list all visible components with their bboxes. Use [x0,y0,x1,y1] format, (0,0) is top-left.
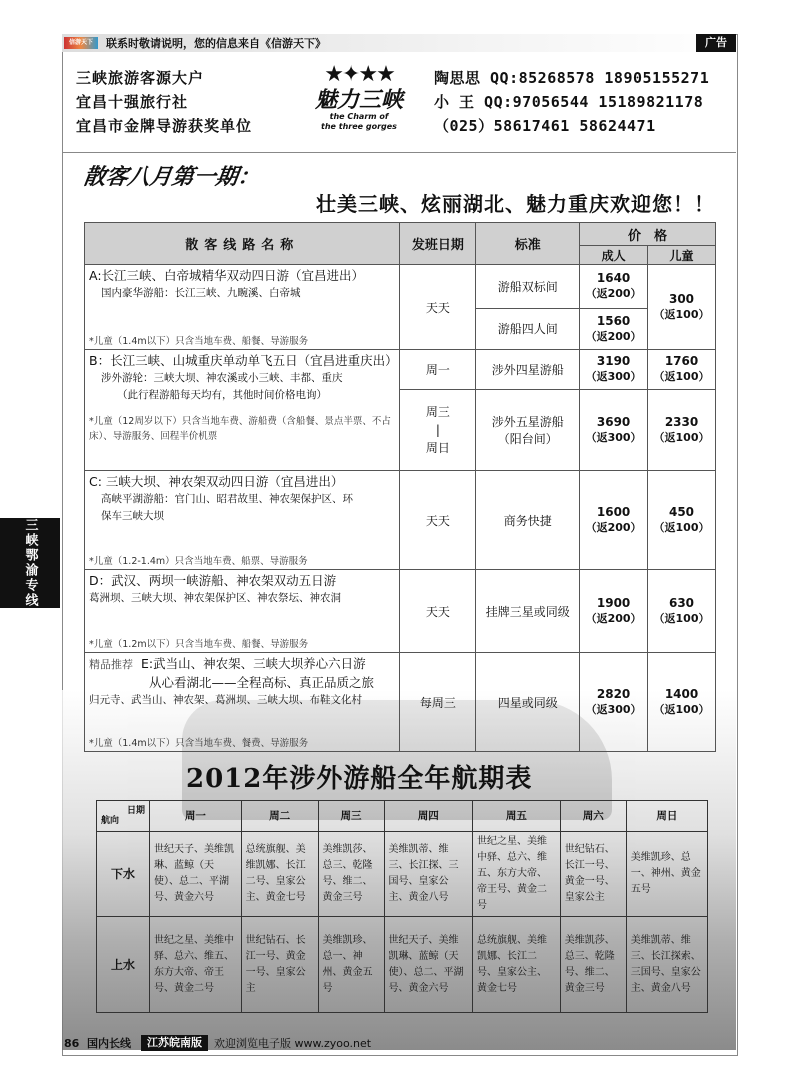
tour-title: 散客八月第一期： [81,165,262,190]
adult-price [580,265,648,309]
route-date: 每周三 [400,653,476,752]
rebate: （返300） [585,370,642,384]
route-std: 四星或同级 [476,653,580,752]
credential-line: 宜昌市金牌导游获奖单位 [76,117,253,135]
corner-date: 日期 [126,806,145,816]
rebate: （返200） [585,521,642,534]
schedule-cell: 美维凯珍、总一、神州、黄金五号 [626,832,707,917]
schedule-cell: 美维凯莎、总三、乾隆号、维二、黄金三号 [318,832,384,917]
route-note: *儿童（1.2m以下）只含当地车费、船餐、导游服务 [89,639,309,650]
route-detail-2: （此行程游船每天均有，其他时间价格电询） [117,389,327,401]
route-name-row [89,655,395,674]
schedule-cell: 世纪天子、美维凯琳、蓝鲸（天使）、总二、平湖号、黄金六号 [150,832,242,917]
route-date: 天天 [400,570,476,653]
contact-line[interactable]: 小 王 QQ:97056544 15189821178 [434,93,704,111]
route-std: 游船四人间 [476,308,580,349]
schedule-cell: 世纪天子、美维凯琳、蓝鲸（天使）、总二、平湖号、黄金六号 [384,917,472,1013]
route-std: 商务快捷 [476,471,580,570]
rebate: （返100） [653,370,710,384]
col-std: 标准 [476,223,580,265]
route-detail: 葛洲坝、三峡大坝、神农架保护区、神农祭坛、神农洞 [89,592,341,604]
route-date: 天天 [400,471,476,570]
schedule-cell: 美维凯莎、总三、乾隆号、维二、黄金三号 [560,917,626,1013]
stars-icon: ★✦★★ [324,62,394,87]
schedule-cell: 世纪钻石、长江一号、黄金一号、皇家公主 [241,917,318,1013]
route-name: A:长江三峡、白帝城精华双动四日游（宜昌进出） [89,268,365,283]
day-header: 周四 [384,801,472,832]
route-date [400,389,476,470]
price-value: 2820 [596,687,631,701]
adult-price [580,471,648,570]
route-slogan: 从心看湖北——全程高标、真正品质之旅 [149,675,375,690]
price-value: 1560 [596,313,631,328]
logo-brand: 魅力三峡 [314,88,403,113]
price-value: 300 [668,292,695,306]
route-name: E:武当山、神农架、三峡大坝养心六日游 [140,656,366,671]
edition-badge: 江苏皖南版 [141,1035,208,1051]
table-row [97,801,708,832]
table-row [85,471,716,570]
rebate: （返300） [585,430,642,444]
std-line: 涉外五星游船 [491,414,564,429]
price-value: 1760 [664,354,699,369]
rebate: （返100） [653,612,710,625]
contact-line[interactable]: （025）58617461 58624471 [434,117,656,135]
direction-down: 下水 [97,832,150,917]
rebate: （返200） [585,612,642,625]
col-adult: 成人 [580,246,648,265]
col-child: 儿童 [648,246,716,265]
route-d [85,570,400,653]
credential-line: 宜昌十强旅行社 [76,93,189,111]
direction-up: 上水 [97,917,150,1013]
contact-info [434,66,709,138]
ad-tag: 广告 [696,34,736,52]
rebate: （返200） [585,287,642,301]
featured-badge: 精品推荐 [89,658,133,671]
rebate: （返200） [585,329,642,343]
page-number: 86 [64,1036,80,1050]
route-std: 挂牌三星或同级 [476,570,580,653]
corner-cell [97,801,150,832]
route-date: 天天 [400,265,476,350]
logo-sub2: the three gorges [321,122,397,131]
route-note: *儿童（1.2-1.4m）只含当地车费、船票、导游服务 [89,556,308,567]
col-date: 发班日期 [400,223,476,265]
rebate: （返100） [653,521,710,534]
route-date: 周一 [400,350,476,390]
schedule-title: 2012年涉外游船全年航期表 [186,764,533,794]
route-note: *儿童（12周岁以下）只含当地车费、游船费（含船餐、景点半票、不占床）、导游服务、回程半价机票 [89,416,391,442]
schedule-cell: 美维凯蒂、维三、长江探索、三国号、皇家公主、黄金八号 [626,917,707,1013]
route-std: 涉外四星游船 [476,350,580,390]
col-route: 散客线路名称 [85,223,400,265]
child-price [648,350,716,390]
contact-line[interactable]: 陶思思 QQ:85268578 18905155271 [434,69,710,87]
corner-direction: 航向 [101,816,120,826]
child-price [648,265,716,350]
route-detail: 归元寺、武当山、神农架、葛洲坝、三峡大坝、布鞋文化村 [89,694,362,706]
price-value: 450 [668,505,695,519]
credential-line: 三峡旅游客源大户 [76,69,205,87]
page-footer [62,1034,736,1052]
table-row [97,832,708,917]
logo-sub1: the Charm of [329,112,389,121]
schedule-cell: 世纪钻石、长江一号、黄金一号、皇家公主 [560,832,626,917]
date-sep: | [435,422,440,437]
adult-price [580,350,648,390]
date-end: 周日 [425,440,450,455]
table-row [85,350,716,390]
adult-price [580,653,648,752]
day-header: 周一 [150,801,242,832]
child-price [648,570,716,653]
welcome-slogan: 壮美三峡、炫丽湖北、魅力重庆欢迎您！！ [316,192,715,216]
route-e [85,653,400,752]
rebate: （返100） [653,308,710,321]
price-value: 1900 [596,596,631,610]
agency-credentials [76,66,252,138]
child-price [648,653,716,752]
price-value: 3190 [596,354,631,369]
child-price [648,471,716,570]
route-name: C: 三峡大坝、神农架双动四日游（宜昌进出） [89,474,344,489]
route-detail: 涉外游轮：三峡大坝、神农溪或小三峡、丰都、重庆 [101,372,343,384]
side-label-text: 三峡鄂渝专线 [22,518,38,608]
col-price: 价 格 [580,223,716,246]
route-std: 游船双标间 [476,265,580,309]
charm-three-gorges-logo [306,60,412,146]
section-name: 国内长线 [86,1037,131,1050]
schedule-cell: 总统旗舰、美维凯娜、长江二号、皇家公主、黄金七号 [472,917,560,1013]
schedule-table [96,800,708,1013]
routes-table [84,222,716,752]
price-value: 630 [668,596,695,610]
date-start: 周三 [425,404,450,419]
day-header: 周五 [472,801,560,832]
table-row [85,653,716,752]
route-name: D：武汉、两坝一峡游船、神农架双动五日游 [89,573,337,588]
day-header: 周二 [241,801,318,832]
price-value: 1400 [664,687,699,701]
std-line: （阳台间） [497,431,558,446]
price-value: 1640 [596,271,631,286]
price-value: 1600 [596,505,631,519]
side-section-label [0,518,60,608]
top-bar [62,34,736,52]
table-row [85,265,716,309]
route-name: B：长江三峡、山城重庆单动单飞五日（宜昌进重庆出） [89,353,398,368]
adult-price [580,308,648,349]
route-b [85,350,400,471]
schedule-cell: 美维凯蒂、维三、长江探、三国号、皇家公主、黄金八号 [384,832,472,917]
adult-price [580,389,648,470]
rebate: （返100） [653,703,710,716]
rebate: （返100） [653,430,710,444]
source-notice: 联系时敬请说明，您的信息来自《信游天下》 [106,37,326,50]
day-header: 周三 [318,801,384,832]
child-price [648,389,716,470]
price-value: 2330 [664,414,699,429]
website-link[interactable]: 欢迎浏览电子版 www.zyoo.net [213,1037,372,1050]
schedule-cell: 世纪之星、美维中驿、总六、维五、东方大帝、帝王号、黄金二号 [472,832,560,917]
route-note: *儿童（1.4m以下）只含当地车费、餐费、导游服务 [89,738,309,749]
schedule-cell: 总统旗舰、美维凯娜、长江二号、皇家公主、黄金七号 [241,832,318,917]
adult-price [580,570,648,653]
route-detail: 高峡平湖游船：官门山、昭君故里、神农架保护区、环保车三峡大坝 [101,493,353,522]
day-header: 周日 [626,801,707,832]
schedule-cell: 美维凯珍、总一、神州、黄金五号 [318,917,384,1013]
schedule-cell: 世纪之星、美维中驿、总六、维五、东方大帝、帝王号、黄金二号 [150,917,242,1013]
table-row [85,570,716,653]
agency-header [62,54,736,153]
table-row [97,917,708,1013]
route-note: *儿童（1.4m以下）只含当地车费、船餐、导游服务 [89,336,309,347]
route-c [85,471,400,570]
price-value: 3690 [596,414,631,429]
publisher-logo: 信游天下 [64,37,98,49]
rebate: （返300） [585,703,642,716]
day-header: 周六 [560,801,626,832]
route-a [85,265,400,350]
route-detail: 国内豪华游船：长江三峡、九畹溪、白帝城 [101,287,301,299]
route-std [476,389,580,470]
